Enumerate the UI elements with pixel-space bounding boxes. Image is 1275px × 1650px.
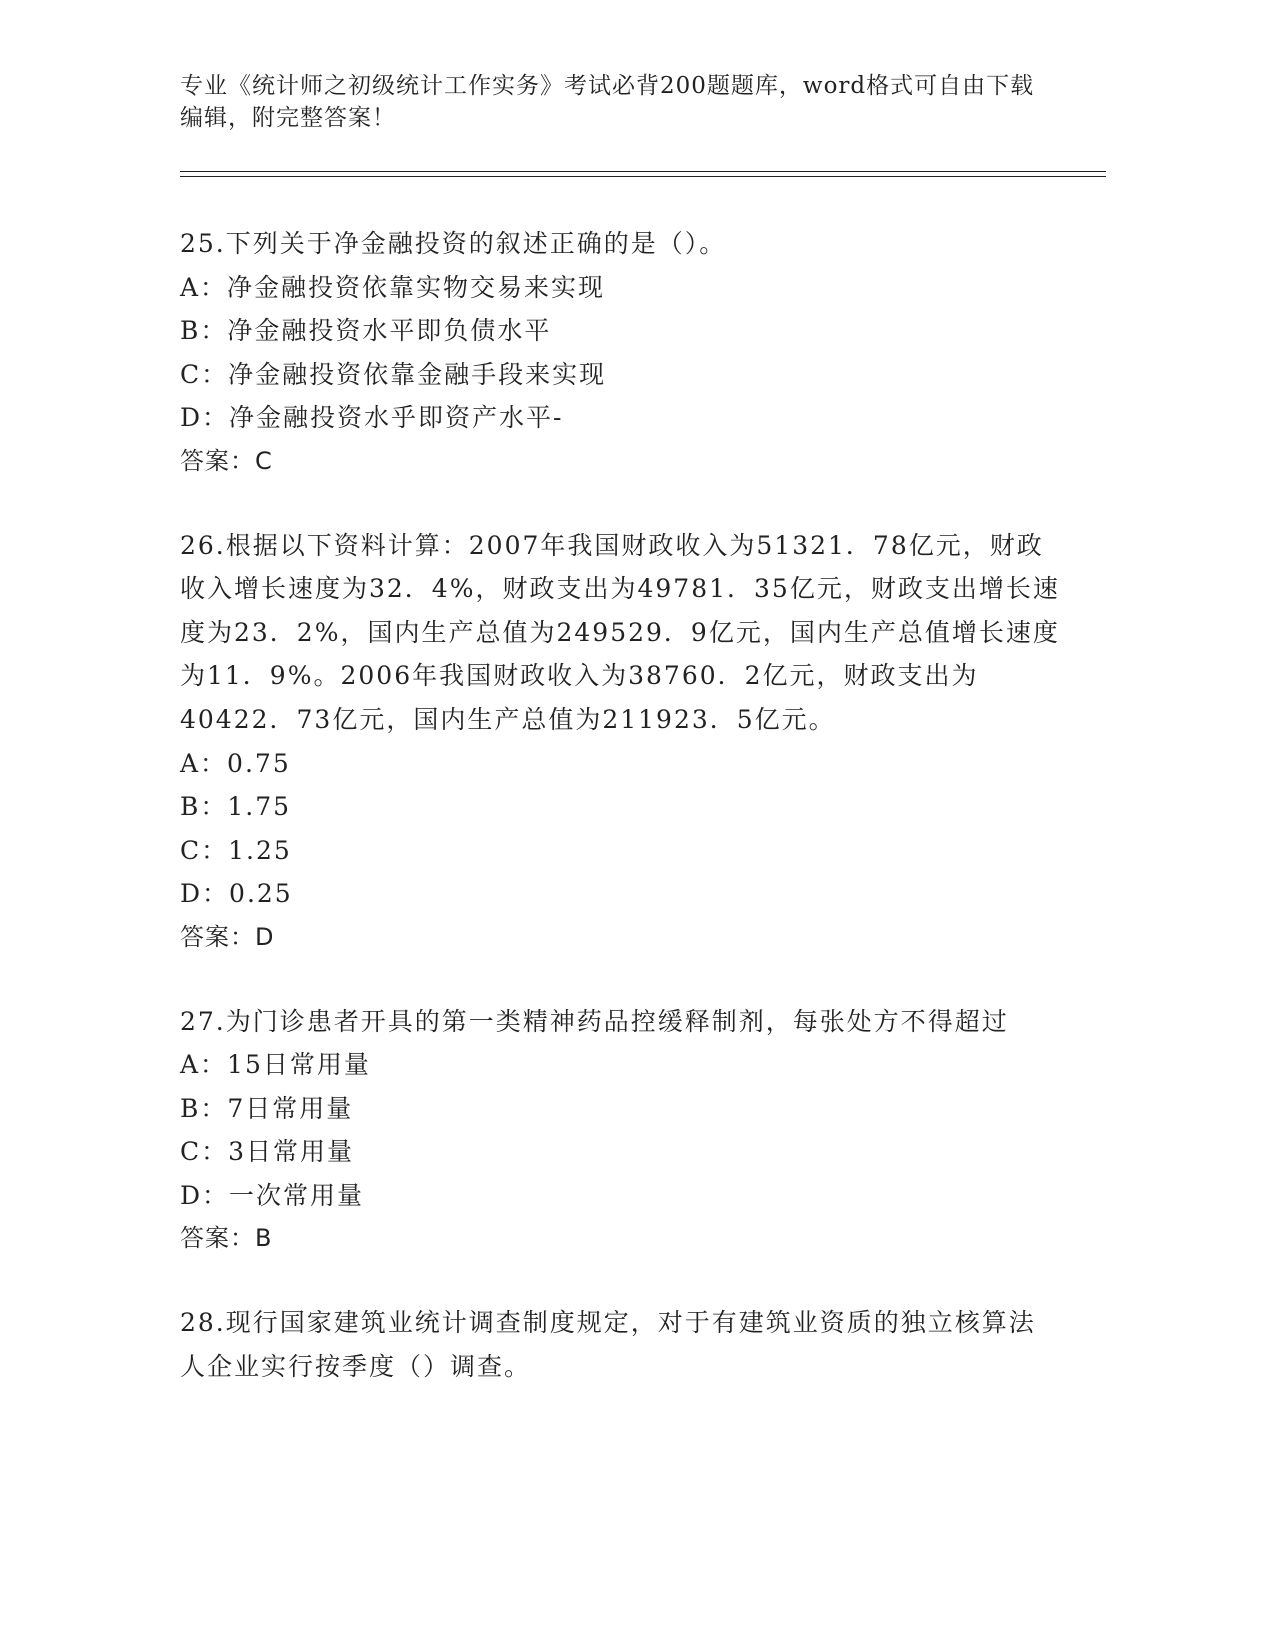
- option-b: B：7日常用量: [180, 1093, 354, 1123]
- question-text: 26.根据以下资料计算：2007年我国财政收入为51321．78亿元，财政收入增长速度为32．4%，财政支出为49781．35亿元，财政支出增长速度为23．2%，国内生产总值为249529．9亿元，国内生产总值增长速度为11．9%。2006年我国财政收入为38760．2亿元，财政支出为40422．73亿元，国内生产总值为211923．5亿元。: [180, 530, 1060, 734]
- option-c: C：1.25: [180, 835, 292, 865]
- header-rule-top: [180, 171, 1106, 172]
- option-a: A：净金融投资依靠实物交易来实现: [180, 272, 606, 302]
- option-d: D：一次常用量: [180, 1180, 365, 1210]
- option-a: A：15日常用量: [180, 1050, 371, 1080]
- option-c: C：3日常用量: [180, 1137, 355, 1167]
- option-c: C：净金融投资依靠金融手段来实现: [180, 359, 607, 389]
- header-rule-bottom: [180, 176, 1106, 177]
- option-d: D：净金融投资水乎即资产水平-: [180, 403, 564, 433]
- option-a: A：0.75: [180, 748, 291, 778]
- document-header: 专业《统计师之初级统计工作实务》考试必背200题题库，word格式可自由下载编辑，附完整答案！: [180, 73, 1035, 131]
- question-text: 28.现行国家建筑业统计调查制度规定，对于有建筑业资质的独立核算法人企业实行按季度（）调查。: [180, 1308, 1036, 1381]
- question-27: [180, 1000, 1060, 1262]
- option-b: B：净金融投资水平即负债水平: [180, 316, 552, 346]
- question-list: [180, 222, 1060, 1428]
- answer: 答案：D: [180, 922, 275, 951]
- question-26: [180, 524, 1060, 960]
- question-25: [180, 222, 1060, 484]
- answer: 答案：C: [180, 446, 273, 475]
- option-d: D：0.25: [180, 879, 293, 909]
- question-text: 27.为门诊患者开具的第一类精神药品控缓释制剂，每张处方不得超过: [180, 1006, 1009, 1036]
- question-text: 25.下列关于净金融投资的叙述正确的是（）。: [180, 229, 727, 258]
- question-28: [180, 1301, 1060, 1388]
- answer: 答案：B: [180, 1224, 273, 1253]
- option-b: B：1.75: [180, 792, 292, 822]
